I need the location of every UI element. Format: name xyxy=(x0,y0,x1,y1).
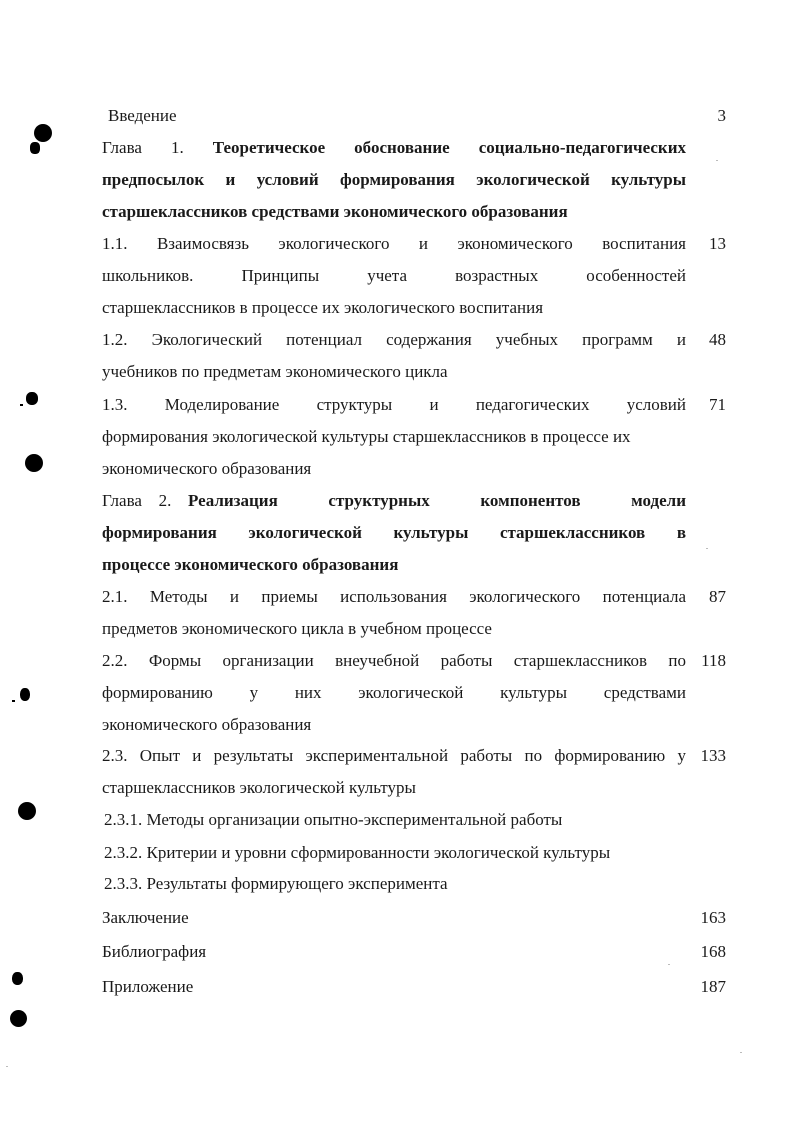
section-1-3-line-3: экономического образования xyxy=(102,459,312,478)
section-1-3-line-1: 1.3. Моделирование структуры и педагогических условий xyxy=(102,395,686,414)
scan-speck xyxy=(716,160,718,161)
toc-section-2-3-3: 2.3.3. Результаты формирующего эксперимента xyxy=(104,874,448,893)
section-2-3-line-1: 2.3. Опыт и результаты экспериментальной работы по формированию у xyxy=(102,746,686,765)
scan-speck xyxy=(740,1052,742,1053)
chapter-2-line-1 xyxy=(102,485,686,517)
toc-section-2-2-page: 118 xyxy=(701,651,726,670)
punch-hole-fragment xyxy=(26,392,38,405)
punch-hole xyxy=(10,1010,27,1027)
scan-speck xyxy=(668,964,670,965)
punch-hole-fragment xyxy=(30,142,40,154)
toc-bibliography-page: 168 xyxy=(700,942,726,961)
toc-intro-label: Введение xyxy=(108,106,177,125)
section-2-2-line-1: 2.2. Формы организации внеучебной работы старшеклассников по xyxy=(102,651,686,670)
chapter-2-label: Глава 2. xyxy=(102,491,172,510)
chapter-1-line-1 xyxy=(102,132,686,164)
chapter-1-title: Теоретическое обоснование социально-педагогических xyxy=(212,138,686,157)
punch-hole xyxy=(18,802,36,820)
scan-speck xyxy=(20,404,23,406)
toc-section-2-3-2: 2.3.2. Критерии и уровни сформированности экологической культуры xyxy=(104,843,611,862)
toc-appendix-label: Приложение xyxy=(102,977,194,996)
toc-appendix-page: 187 xyxy=(700,977,726,996)
toc-section-2-3-1: 2.3.1. Методы организации опытно-экспериментальной работы xyxy=(104,810,563,829)
chapter-1-label: Глава 1. xyxy=(102,138,184,157)
section-1-3-line-2: формирования экологической культуры старшеклассников в процессе их xyxy=(102,427,631,446)
toc-section-1-3 xyxy=(102,389,686,485)
section-1-2-line-2: учебников по предметам экономического цикла xyxy=(102,362,448,381)
toc-section-2-3-page: 133 xyxy=(700,746,726,765)
chapter-2-title: Реализация структурных компонентов модели xyxy=(187,491,686,510)
chapter-2-line-2: формирования экологической культуры старшеклассников в xyxy=(102,523,686,542)
toc-section-1-3-page: 71 xyxy=(709,395,726,414)
section-2-1-line-2: предметов экономического цикла в учебном процессе xyxy=(102,619,492,638)
punch-hole-fragment xyxy=(20,688,30,701)
toc-bibliography-label: Библиография xyxy=(102,942,207,961)
toc-entry-intro xyxy=(108,106,177,126)
section-1-1-line-1: 1.1. Взаимосвязь экологического и экономического воспитания xyxy=(102,234,686,253)
chapter-1-line-3: старшеклассников средствами экономического образования xyxy=(102,202,568,221)
section-1-1-line-2: школьников. Принципы учета возрастных особенностей xyxy=(102,266,686,285)
section-1-1-line-3: старшеклассников в процессе их экологического воспитания xyxy=(102,298,544,317)
punch-hole xyxy=(25,454,43,472)
section-2-1-line-1: 2.1. Методы и приемы использования экологического потенциала xyxy=(102,587,686,606)
punch-hole xyxy=(34,124,52,142)
scan-speck xyxy=(12,700,15,702)
toc-chapter-2 xyxy=(102,485,686,581)
toc-section-2-1 xyxy=(102,581,686,645)
section-1-2-line-1: 1.2. Экологический потенциал содержания учебных программ и xyxy=(102,330,686,349)
section-2-2-line-2: формированию у них экологической культуры средствами xyxy=(102,683,686,702)
toc-section-2-3 xyxy=(102,740,686,804)
toc-section-2-1-page: 87 xyxy=(709,587,726,606)
scan-speck xyxy=(706,548,708,549)
toc-section-2-2 xyxy=(102,645,686,741)
toc-section-1-2 xyxy=(102,324,686,388)
toc-section-1-1 xyxy=(102,228,686,324)
toc-section-1-2-page: 48 xyxy=(709,330,726,349)
toc-conclusion-page: 163 xyxy=(700,908,726,927)
section-2-3-line-2: старшеклассников экологической культуры xyxy=(102,778,416,797)
section-2-2-line-3: экономического образования xyxy=(102,715,312,734)
toc-chapter-1 xyxy=(102,132,686,228)
scan-speck xyxy=(6,1066,8,1067)
punch-hole-fragment xyxy=(12,972,23,985)
toc-conclusion-label: Заключение xyxy=(102,908,189,927)
toc-section-1-1-page: 13 xyxy=(709,234,726,253)
chapter-1-line-2: предпосылок и условий формирования экологической культуры xyxy=(102,170,686,189)
toc-intro-page: 3 xyxy=(717,106,726,125)
chapter-2-line-3: процессе экономического образования xyxy=(102,555,399,574)
